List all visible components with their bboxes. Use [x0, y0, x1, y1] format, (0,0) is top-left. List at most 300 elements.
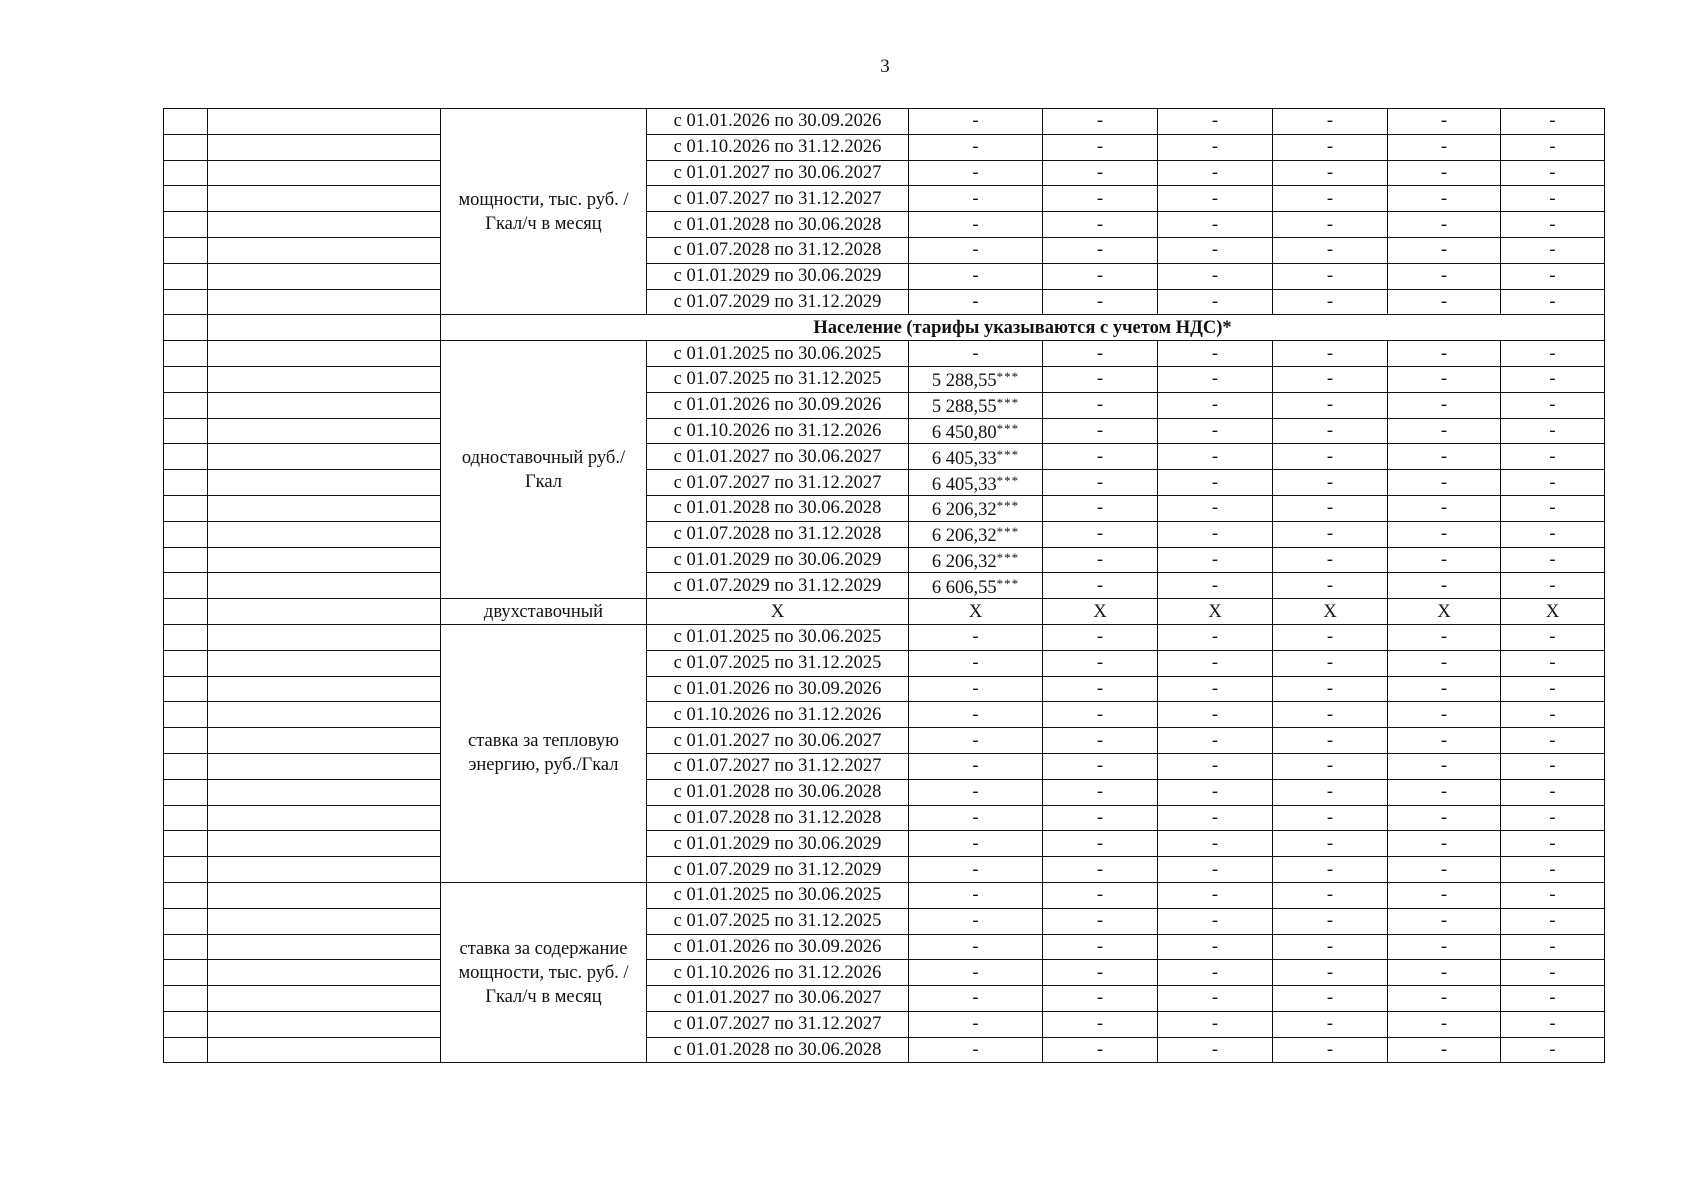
single-rate-label: одноставочный руб./Гкал — [441, 341, 647, 599]
value-cell — [1273, 237, 1388, 263]
organization-cell — [208, 134, 441, 160]
value-cell — [1388, 444, 1501, 470]
value-cell — [1043, 960, 1158, 986]
period-cell: с 01.01.2029 по 30.06.2029 — [647, 263, 909, 289]
value-cell — [1501, 521, 1605, 547]
organization-cell — [208, 986, 441, 1012]
section-title: Население (тарифы указываются с учетом НДС)* — [441, 315, 1605, 341]
value-cell — [1158, 134, 1273, 160]
organization-cell — [208, 547, 441, 573]
value-cell — [1273, 857, 1388, 883]
tariff-value: - — [1096, 859, 1104, 880]
tariff-value: - — [1096, 446, 1104, 467]
value-cell — [1158, 263, 1273, 289]
value-cell — [1388, 805, 1501, 831]
tariff-value: - — [1211, 730, 1219, 751]
value-cell — [1501, 831, 1605, 857]
value-cell — [1273, 444, 1388, 470]
value-cell — [1043, 366, 1158, 392]
value-cell — [1043, 934, 1158, 960]
value-cell — [1158, 624, 1273, 650]
tariff-value: - — [1549, 653, 1556, 674]
tariff-value: - — [1326, 756, 1334, 777]
value-cell — [1388, 986, 1501, 1012]
row-number-cell — [164, 341, 208, 367]
tariff-value: - — [972, 833, 979, 854]
value-cell — [1158, 341, 1273, 367]
tariff-value: - — [1549, 1014, 1556, 1035]
value-cell — [1273, 986, 1388, 1012]
tariff-value: 6 450,80 — [931, 422, 997, 443]
value-cell — [1388, 263, 1501, 289]
organization-cell — [208, 857, 441, 883]
value-cell — [1043, 624, 1158, 650]
tariff-value: - — [1211, 1014, 1219, 1035]
organization-cell — [208, 934, 441, 960]
tariff-value: - — [1549, 911, 1556, 932]
value-cell — [1501, 960, 1605, 986]
value-cell — [1158, 779, 1273, 805]
tariff-value: - — [1096, 188, 1104, 209]
tariff-value: - — [1326, 524, 1334, 545]
value-cell — [1043, 109, 1158, 135]
row-number-cell — [164, 212, 208, 238]
table-row — [164, 186, 1605, 212]
value-cell — [1158, 392, 1273, 418]
value-cell — [1158, 831, 1273, 857]
tariff-value: - — [1549, 807, 1556, 828]
period-cell: с 01.01.2025 по 30.06.2025 — [647, 624, 909, 650]
period-cell: с 01.07.2025 по 31.12.2025 — [647, 650, 909, 676]
tariff-value: - — [1096, 343, 1104, 364]
value-cell — [1043, 547, 1158, 573]
tariff-value: - — [1211, 162, 1219, 183]
organization-cell — [208, 418, 441, 444]
row-number-cell — [164, 650, 208, 676]
tariff-value: - — [1440, 833, 1448, 854]
period-cell: с 01.07.2027 по 31.12.2027 — [647, 753, 909, 779]
tariff-value: - — [1326, 1040, 1334, 1061]
value-cell — [1388, 212, 1501, 238]
tariff-value: - — [972, 756, 979, 777]
value-cell — [1501, 263, 1605, 289]
tariff-value: - — [1440, 369, 1448, 390]
footnote-mark: *** — [996, 395, 1020, 411]
row-number-cell — [164, 753, 208, 779]
value-cell — [909, 908, 1043, 934]
value-cell — [1273, 908, 1388, 934]
organization-cell — [208, 650, 441, 676]
value-cell — [1273, 495, 1388, 521]
value-cell — [1043, 882, 1158, 908]
tariff-value: - — [1096, 111, 1104, 132]
tariff-value: - — [1326, 446, 1334, 467]
tariff-value: - — [972, 137, 979, 158]
tariff-value: - — [1549, 678, 1556, 699]
tariff-value: - — [1211, 833, 1219, 854]
tariff-value: - — [1211, 420, 1219, 441]
tariff-value: - — [1096, 369, 1104, 390]
tariff-value: - — [972, 343, 979, 364]
value-cell — [1158, 573, 1273, 599]
tariff-value: - — [1211, 240, 1219, 261]
value-cell — [1043, 728, 1158, 754]
value-cell — [1043, 753, 1158, 779]
tariff-value: - — [1549, 988, 1556, 1009]
tariff-value: - — [1211, 653, 1219, 674]
organization-cell — [208, 728, 441, 754]
tariff-value: - — [1549, 291, 1556, 312]
tariff-value: - — [1440, 343, 1448, 364]
row-number-cell — [164, 289, 208, 315]
tariff-value: - — [1440, 730, 1448, 751]
tariff-value: - — [1326, 240, 1334, 261]
table-row — [164, 521, 1605, 547]
tariff-value: - — [1326, 962, 1334, 983]
row-number-cell — [164, 263, 208, 289]
row-number-cell — [164, 779, 208, 805]
tariff-value: - — [1440, 524, 1448, 545]
tariff-value: - — [1096, 575, 1104, 596]
value-cell — [1501, 237, 1605, 263]
footnote-mark: *** — [996, 575, 1020, 591]
row-number-cell — [164, 315, 208, 341]
tariff-value: - — [1096, 420, 1104, 441]
tariff-value: - — [1440, 885, 1448, 906]
tariff-value: - — [1440, 137, 1448, 158]
period-cell: с 01.01.2029 по 30.06.2029 — [647, 831, 909, 857]
value-cell — [1158, 212, 1273, 238]
tariff-value: 6 606,55 — [931, 577, 997, 598]
tariff-value: - — [1211, 575, 1219, 596]
value-cell — [1388, 960, 1501, 986]
tariff-value: - — [1440, 1040, 1448, 1061]
value-cell — [909, 676, 1043, 702]
value-cell — [1043, 1011, 1158, 1037]
table-row — [164, 547, 1605, 573]
row-number-cell — [164, 109, 208, 135]
tariff-value: - — [1326, 420, 1334, 441]
tariff-value: - — [1326, 188, 1334, 209]
row-number-cell — [164, 134, 208, 160]
row-number-cell — [164, 237, 208, 263]
organization-cell — [208, 676, 441, 702]
tariff-value: - — [1096, 549, 1104, 570]
x-mark-cell: X — [1158, 599, 1273, 625]
row-number-cell — [164, 728, 208, 754]
tariff-value: - — [1211, 188, 1219, 209]
value-cell — [1158, 237, 1273, 263]
value-cell — [909, 986, 1043, 1012]
value-cell — [1273, 624, 1388, 650]
organization-cell — [208, 805, 441, 831]
two-rate-label: двухставочный — [441, 599, 647, 625]
value-cell — [1388, 160, 1501, 186]
period-cell: с 01.10.2026 по 31.12.2026 — [647, 418, 909, 444]
row-number-cell — [164, 805, 208, 831]
tariff-value: - — [1440, 266, 1448, 287]
value-cell — [1158, 857, 1273, 883]
tariff-value: - — [1326, 369, 1334, 390]
table-row — [164, 212, 1605, 238]
tariff-value: - — [1549, 137, 1556, 158]
value-cell — [1043, 986, 1158, 1012]
period-cell: с 01.07.2029 по 31.12.2029 — [647, 857, 909, 883]
page-number: 3 — [880, 56, 890, 77]
tariff-value: 6 206,32 — [931, 551, 997, 572]
period-cell: с 01.10.2026 по 31.12.2026 — [647, 960, 909, 986]
value-cell — [1388, 676, 1501, 702]
tariff-value: 5 288,55 — [931, 371, 997, 392]
tariff-value: - — [1211, 704, 1219, 725]
value-cell — [1388, 1037, 1501, 1063]
value-cell — [1043, 650, 1158, 676]
tariff-value: 6 405,33 — [931, 474, 997, 495]
row-number-cell — [164, 857, 208, 883]
tariff-value: - — [1440, 678, 1448, 699]
tariff-value: 6 405,33 — [931, 448, 997, 469]
value-cell — [1043, 470, 1158, 496]
x-mark-cell: X — [1501, 599, 1605, 625]
tariff-value: - — [1440, 1014, 1448, 1035]
tariff-value: - — [1549, 782, 1556, 803]
table-row — [164, 857, 1605, 883]
value-cell — [909, 857, 1043, 883]
tariff-table — [163, 108, 1605, 1063]
tariff-value: - — [1326, 885, 1334, 906]
tariff-value: - — [1326, 730, 1334, 751]
value-cell — [1043, 418, 1158, 444]
table-row — [164, 805, 1605, 831]
tariff-value: - — [1096, 472, 1104, 493]
tariff-value: - — [1440, 756, 1448, 777]
row-number-cell — [164, 908, 208, 934]
value-cell — [1273, 676, 1388, 702]
table-row — [164, 289, 1605, 315]
value-cell — [1158, 289, 1273, 315]
value-cell — [1501, 341, 1605, 367]
row-number-cell — [164, 366, 208, 392]
organization-cell — [208, 753, 441, 779]
table-row — [164, 728, 1605, 754]
value-cell — [1388, 573, 1501, 599]
value-cell — [1388, 728, 1501, 754]
table-row — [164, 263, 1605, 289]
capacity-rate-label: ставка за содержание мощности, тыс. руб. /Гкал/ч в месяц — [441, 882, 647, 1063]
value-cell — [1158, 650, 1273, 676]
tariff-value: - — [1326, 162, 1334, 183]
tariff-value: - — [1096, 911, 1104, 932]
value-cell — [1501, 676, 1605, 702]
x-mark-cell: X — [1273, 599, 1388, 625]
tariff-value: - — [972, 653, 979, 674]
value-cell — [1388, 495, 1501, 521]
tariff-value: - — [972, 704, 979, 725]
period-cell: с 01.10.2026 по 31.12.2026 — [647, 134, 909, 160]
value-cell — [1043, 237, 1158, 263]
period-cell: с 01.01.2027 по 30.06.2027 — [647, 160, 909, 186]
value-cell — [1158, 547, 1273, 573]
tariff-value: - — [972, 936, 979, 957]
tariff-value: - — [1549, 266, 1556, 287]
period-cell: с 01.07.2027 по 31.12.2027 — [647, 1011, 909, 1037]
value-cell — [1273, 573, 1388, 599]
tariff-value: - — [1440, 911, 1448, 932]
tariff-value: - — [1096, 782, 1104, 803]
row-number-cell — [164, 470, 208, 496]
tariff-value: - — [1096, 756, 1104, 777]
value-cell — [1501, 134, 1605, 160]
value-cell — [909, 212, 1043, 238]
value-cell — [1273, 134, 1388, 160]
value-cell — [909, 366, 1043, 392]
tariff-value: - — [972, 1040, 979, 1061]
period-cell: с 01.01.2028 по 30.06.2028 — [647, 495, 909, 521]
period-cell: с 01.07.2029 по 31.12.2029 — [647, 573, 909, 599]
value-cell — [1388, 470, 1501, 496]
value-cell — [1501, 366, 1605, 392]
value-cell — [909, 831, 1043, 857]
value-cell — [909, 934, 1043, 960]
tariff-value: - — [1096, 678, 1104, 699]
tariff-value: - — [972, 1014, 979, 1035]
row-number-cell — [164, 960, 208, 986]
table-row — [164, 882, 1605, 908]
value-cell — [1158, 805, 1273, 831]
tariff-value: - — [1549, 498, 1556, 519]
tariff-value: - — [1549, 111, 1556, 132]
value-cell — [1043, 212, 1158, 238]
table-row — [164, 160, 1605, 186]
organization-cell — [208, 882, 441, 908]
tariff-value: - — [1211, 446, 1219, 467]
organization-cell — [208, 495, 441, 521]
organization-cell — [208, 444, 441, 470]
tariff-value: - — [1549, 885, 1556, 906]
value-cell — [1388, 521, 1501, 547]
organization-cell — [208, 1011, 441, 1037]
tariff-value: - — [972, 962, 979, 983]
value-cell — [1273, 289, 1388, 315]
tariff-value: - — [972, 807, 979, 828]
tariff-value: - — [1096, 885, 1104, 906]
value-cell — [1158, 702, 1273, 728]
tariff-value: - — [1096, 137, 1104, 158]
value-cell — [1501, 986, 1605, 1012]
table-row — [164, 1037, 1605, 1063]
tariff-value: - — [1211, 498, 1219, 519]
tariff-value: - — [1440, 807, 1448, 828]
footnote-mark: *** — [996, 498, 1020, 514]
tariff-value: - — [1440, 291, 1448, 312]
organization-cell — [208, 263, 441, 289]
tariff-value: - — [1549, 859, 1556, 880]
value-cell — [1501, 212, 1605, 238]
table-row — [164, 624, 1605, 650]
value-cell — [1273, 753, 1388, 779]
tariff-value: - — [1440, 420, 1448, 441]
value-cell — [1043, 702, 1158, 728]
row-number-cell — [164, 882, 208, 908]
period-cell: с 01.07.2025 по 31.12.2025 — [647, 908, 909, 934]
value-cell — [1501, 160, 1605, 186]
organization-cell — [208, 315, 441, 341]
tariff-value: - — [972, 782, 979, 803]
value-cell — [1501, 857, 1605, 883]
tariff-value: - — [1440, 627, 1448, 648]
tariff-value: - — [1096, 524, 1104, 545]
organization-cell — [208, 779, 441, 805]
row-number-cell — [164, 599, 208, 625]
tariff-value: - — [1326, 395, 1334, 416]
organization-cell — [208, 186, 441, 212]
value-cell — [909, 650, 1043, 676]
tariff-value: 6 206,32 — [931, 526, 997, 547]
value-cell — [1388, 908, 1501, 934]
value-cell — [1501, 702, 1605, 728]
organization-cell — [208, 521, 441, 547]
row-number-cell — [164, 1011, 208, 1037]
value-cell — [1043, 160, 1158, 186]
tariff-value: - — [1326, 936, 1334, 957]
tariff-value: - — [1326, 988, 1334, 1009]
organization-cell — [208, 366, 441, 392]
value-cell — [1501, 779, 1605, 805]
value-cell — [1158, 934, 1273, 960]
period-cell: с 01.07.2028 по 31.12.2028 — [647, 237, 909, 263]
row-number-cell — [164, 573, 208, 599]
tariff-value: - — [1211, 782, 1219, 803]
tariff-value: - — [1211, 369, 1219, 390]
tariff-value: - — [1549, 704, 1556, 725]
tariff-value: - — [1096, 653, 1104, 674]
value-cell — [1158, 986, 1273, 1012]
table-row — [164, 134, 1605, 160]
tariff-value: - — [1211, 1040, 1219, 1061]
tariff-value: - — [1211, 936, 1219, 957]
tariff-value: - — [1440, 162, 1448, 183]
tariff-value: - — [1549, 188, 1556, 209]
table-row — [164, 831, 1605, 857]
tariff-value: - — [1549, 524, 1556, 545]
value-cell — [1043, 392, 1158, 418]
value-cell — [909, 573, 1043, 599]
tariff-value: - — [972, 266, 979, 287]
tariff-value: - — [1211, 627, 1219, 648]
tariff-value: - — [1211, 524, 1219, 545]
tariff-value: - — [1326, 627, 1334, 648]
organization-cell — [208, 624, 441, 650]
value-cell — [1158, 728, 1273, 754]
tariff-value: - — [1096, 936, 1104, 957]
tariff-value: - — [1326, 111, 1334, 132]
value-cell — [909, 960, 1043, 986]
x-mark-cell: X — [909, 599, 1043, 625]
value-cell — [1273, 418, 1388, 444]
tariff-value: - — [1096, 266, 1104, 287]
value-cell — [909, 1011, 1043, 1037]
value-cell — [1388, 650, 1501, 676]
tariff-value: - — [972, 627, 979, 648]
tariff-value: - — [1096, 214, 1104, 235]
tariff-value: - — [1440, 214, 1448, 235]
period-cell: с 01.01.2027 по 30.06.2027 — [647, 986, 909, 1012]
organization-cell — [208, 160, 441, 186]
tariff-value: - — [1326, 1014, 1334, 1035]
value-cell — [1158, 418, 1273, 444]
tariff-value: - — [972, 111, 979, 132]
tariff-value: - — [1549, 343, 1556, 364]
